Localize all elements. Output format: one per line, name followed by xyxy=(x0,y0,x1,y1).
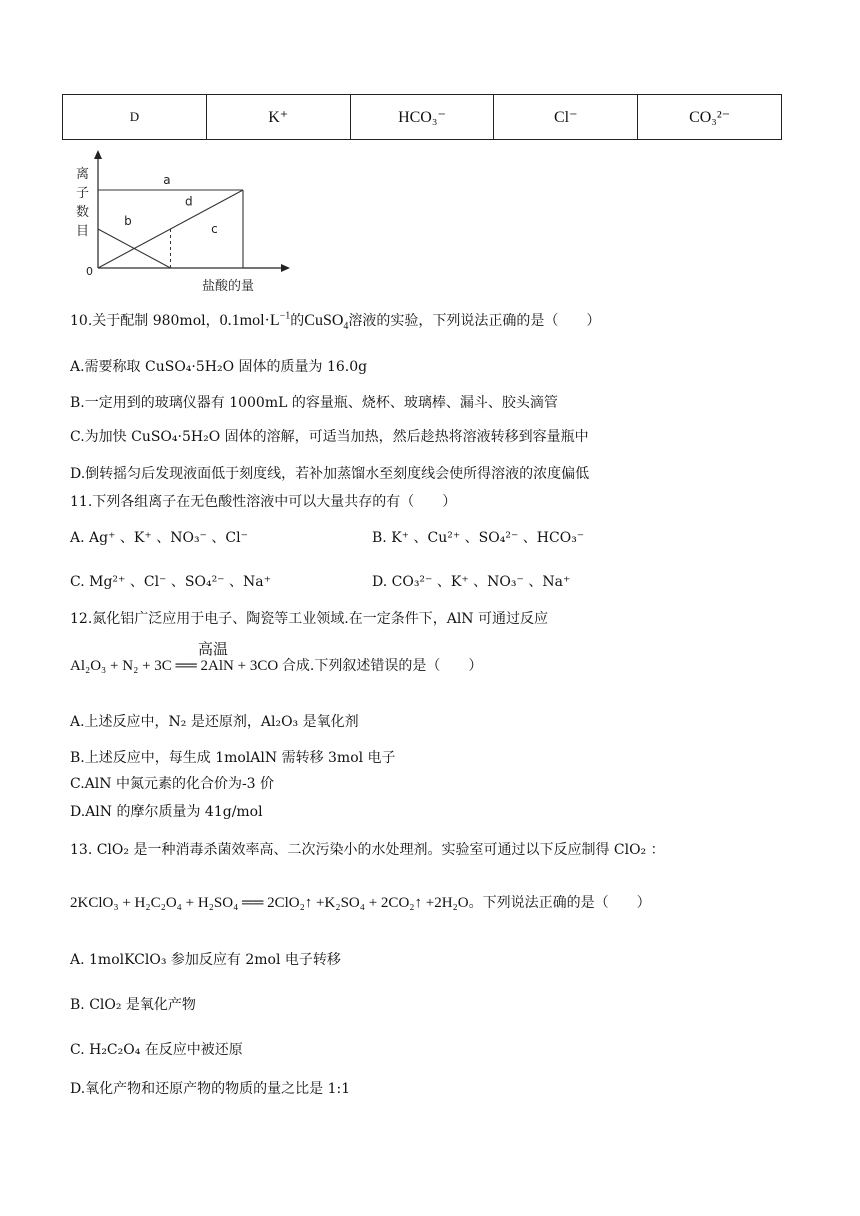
table-cell: HCO₃⁻ xyxy=(350,95,494,140)
q12-equation xyxy=(70,656,482,676)
y-axis-arrow xyxy=(94,150,102,159)
q10-option-c: C.为加快 CuSO₄·5H₂O 固体的溶解，可适当加热，然后趁热将溶液转移到容量瓶中 xyxy=(70,429,589,445)
q11-option-c: C. Mg²⁺ 、Cl⁻ 、SO₄²⁻ 、Na⁺ xyxy=(70,574,272,590)
q10-stem xyxy=(70,311,600,331)
q10-stem-text: 10.关于配制 980mol， xyxy=(70,313,220,329)
q11-option-a: A. Ag⁺ 、K⁺ 、NO₃⁻ 、Cl⁻ xyxy=(70,530,248,546)
y-axis-label-char: 目 xyxy=(76,224,90,239)
q13-option-b: B. ClO₂ 是氧化产物 xyxy=(70,997,196,1013)
y-axis-label-char: 离 xyxy=(76,167,90,182)
q11-option-d: D. CO₃²⁻ 、K⁺ 、NO₃⁻ 、Na⁺ xyxy=(372,574,571,590)
q13-option-a: A. 1molKClO₃ 参加反应有 2mol 电子转移 xyxy=(70,952,341,968)
series-label-c: c xyxy=(211,221,218,236)
series-label-d: d xyxy=(185,194,193,209)
table-row xyxy=(63,95,782,140)
ion-table xyxy=(62,94,782,140)
table-cell: CO₃²⁻ xyxy=(638,95,782,140)
q10-option-d: D.倒转摇匀后发现液面低于刻度线，若补加蒸馏水至刻度线会使所得溶液的浓度偏低 xyxy=(70,466,590,482)
q10-conc-text: 0.1mol·L xyxy=(219,312,280,329)
q10-concentration xyxy=(220,312,291,329)
q12-option-c: C.AlN 中氮元素的化合价为-3 价 xyxy=(70,776,275,792)
q12-condition: 高温 xyxy=(198,640,229,658)
q12-option-a: A.上述反应中，N₂ 是还原剂，Al₂O₃ 是氧化剂 xyxy=(70,714,359,730)
q13-equation xyxy=(70,893,651,913)
series-label-b: b xyxy=(124,214,132,229)
q11-option-b: B. K⁺ 、Cu²⁺ 、SO₄²⁻ 、HCO₃⁻ xyxy=(372,530,585,546)
q13-equation-text: 2KClO₃ + H₂C₂O₄ + H₂SO₄ ══ 2ClO₂↑ +K₂SO₄ + 2CO₂↑ +2H₂O xyxy=(70,895,469,911)
q12-equation-text: Al₂O₃ + N₂ + 3C ══ 2AlN + 3CO xyxy=(70,658,279,674)
q13-option-d: D.氧化产物和还原产物的物质的量之比是 1:1 xyxy=(70,1081,351,1097)
q10-formula-text: CuSO xyxy=(304,312,344,329)
q10-formula: CuSO$_4$ xyxy=(304,312,349,333)
table-cell: D xyxy=(63,95,207,140)
x-axis-label: 盐酸的量 xyxy=(202,279,255,294)
origin-label: 0 xyxy=(86,265,93,278)
q10-stem-c: 溶液的实验，下列说法正确的是（ ） xyxy=(348,313,601,329)
q10-option-a: A.需要称取 CuSO₄·5H₂O 固体的质量为 16.0g xyxy=(70,359,368,375)
table-cell: K⁺ xyxy=(206,95,350,140)
q12-option-d: D.AlN 的摩尔质量为 41g/mol xyxy=(70,804,263,820)
q12-tail: 合成.下列叙述错误的是（ ） xyxy=(281,658,483,674)
y-axis-label-char: 数 xyxy=(76,205,90,220)
q10-conc-sup: −1 xyxy=(279,310,291,322)
q13-option-c: C. H₂C₂O₄ 在反应中被还原 xyxy=(70,1042,243,1058)
series-label-a: a xyxy=(163,172,171,187)
chart-svg xyxy=(70,150,290,295)
q12-option-b: B.上述反应中，每生成 1molAlN 需转移 3mol 电子 xyxy=(70,750,396,766)
table-cell: Cl⁻ xyxy=(494,95,638,140)
x-axis-arrow xyxy=(281,264,290,272)
q10-option-b: B.一定用到的玻璃仪器有 1000mL 的容量瓶、烧杯、玻璃棒、漏斗、胶头滴管 xyxy=(70,395,558,411)
y-axis-label-char: 子 xyxy=(76,186,90,201)
ion-count-chart xyxy=(70,150,290,295)
q11-stem: 11.下列各组离子在无色酸性溶液中可以大量共存的有（ ） xyxy=(70,494,457,510)
q12-stem: 12.氮化铝广泛应用于电子、陶瓷等工业领域.在一定条件下，AlN 可通过反应 xyxy=(70,611,549,627)
q13-stem: 13. ClO₂ 是一种消毒杀菌效率高、二次污染小的水处理剂。实验室可通过以下反应制得 ClO₂ ： xyxy=(70,842,665,858)
q10-stem-b: 的 xyxy=(290,313,305,329)
q13-tail: 。下列说法正确的是（ ） xyxy=(468,895,651,911)
